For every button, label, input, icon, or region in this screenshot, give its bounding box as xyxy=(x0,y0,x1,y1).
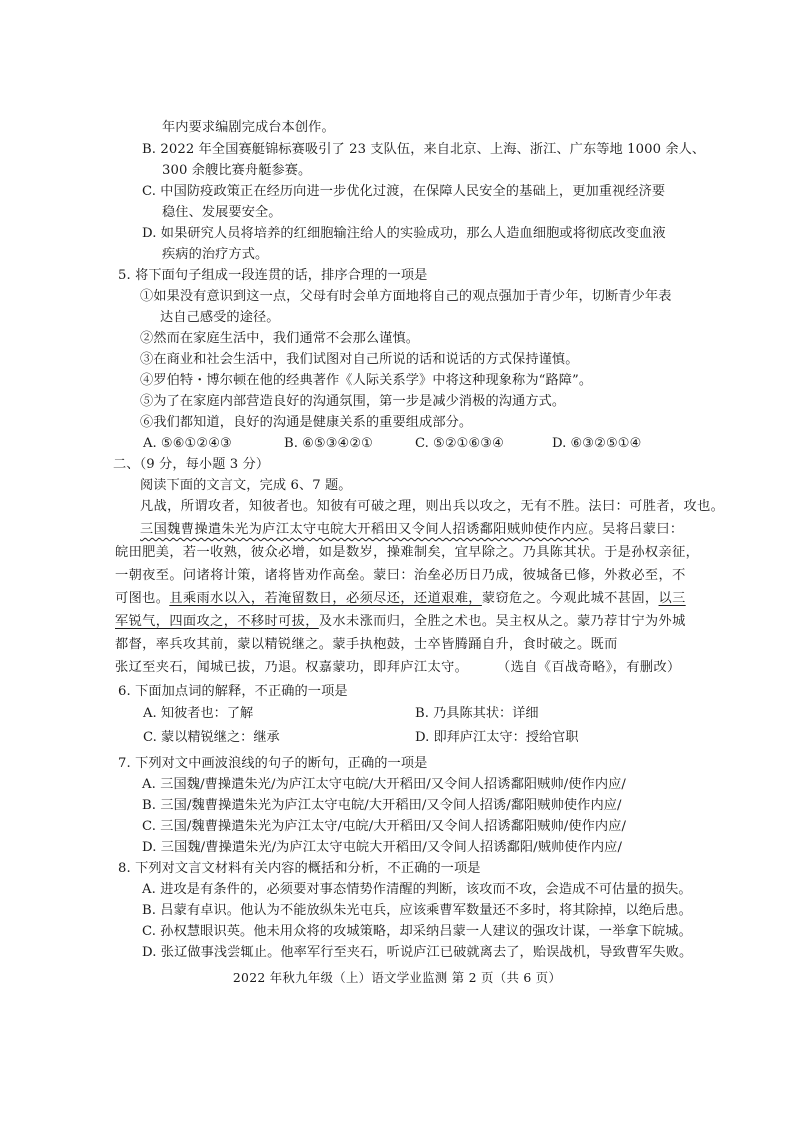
q6-stem: 6. 下面加点词的解释，不正确的一项是 xyxy=(118,684,348,699)
q7-option-a: A. 三国魏/曹操遣朱光/为庐江太守屯皖/大开稻田/又令间人招诱鄱阳贼帅/使作内应/ xyxy=(142,777,626,792)
q4-option-a-continuation: 年内要求编剧完成台本创作。 xyxy=(162,120,335,135)
section-instruction: 阅读下面的文言文，完成 6、7 题。 xyxy=(140,478,352,493)
q5-sentence-6: ⑥我们都知道，良好的沟通是健康关系的重要组成部分。 xyxy=(140,415,473,430)
q4-option-c-continuation: 稳住、发展要安全。 xyxy=(162,205,282,220)
q6-option-a: A. 知彼者也：了解 xyxy=(143,706,254,721)
q4-option-d-continuation: 疾病的治疗方式。 xyxy=(162,247,269,262)
q6-option-c: C. 蒙以精锐继之：继承 xyxy=(143,730,280,745)
q5-option-b: B. ⑥⑤③④②① xyxy=(284,436,374,451)
q6-option-b: B. 乃具陈其状：详细 xyxy=(415,706,539,721)
q7-option-b: B. 三国/魏曹操遣朱光为庐江太守屯皖/大开稻田/又令间人招诱/鄱阳贼帅使作内应/ xyxy=(142,798,622,813)
q5-sentence-3: ③在商业和社会生活中，我们试图对自己所说的话和说话的方式保持谨慎。 xyxy=(140,352,579,367)
q7-stem: 7. 下列对文中画波浪线的句子的断句，正确的一项是 xyxy=(118,756,428,771)
q8-option-c: C. 孙权慧眼识英。他未用众将的攻城策略，却采纳吕蒙一人建议的强攻计谋，一举拿下皖城。 xyxy=(142,924,692,939)
q5-stem: 5. 将下面句子组成一段连贯的话，排序合理的一项是 xyxy=(118,268,428,283)
q4-option-b: B. 2022 年全国赛艇锦标赛吸引了 23 支队伍，来自北京、上海、浙江、广东等地 1000 余人、 xyxy=(142,142,706,157)
passage-line-2: 皖田肥美，若一收熟，彼众必增，如是数岁，操难制矣，宜早除之。乃具陈其状。于是孙权亲征， xyxy=(115,545,700,560)
q8-option-a: A. 进攻是有条件的，必须要对事态情势作清醒的判断，该攻而不攻，会造成不可估量的损失。 xyxy=(142,882,692,897)
q4-option-d: D. 如果研究人员将培养的红细胞输注给人的实验成功，那么人造血细胞或将彻底改变血液 xyxy=(142,226,666,241)
underlined-sentence: 且乘雨水以入，若淹留数日，必须尽还，还道艰难， xyxy=(169,591,482,606)
q5-option-d: D. ⑥③②⑤①④ xyxy=(552,436,642,451)
passage-intro: 凡战，所谓攻者，知彼者也。知彼有可破之理，则出兵以攻之，无有不胜。法曰：可胜者，攻也。 xyxy=(140,499,725,514)
passage-line-4: 可图也。且乘雨水以入，若淹留数日，必须尽还，还道艰难，蒙窃危之。今观此城不甚固，以三 xyxy=(115,591,686,606)
page-footer: 2022 年秋九年级（上）语文学业监测 第 2 页（共 6 页） xyxy=(232,970,562,985)
q8-option-b: B. 吕蒙有卓识。他认为不能放纵朱光屯兵，应该乘曹军数量还不多时，将其除掉，以绝后患。 xyxy=(142,903,692,918)
q8-option-d: D. 张辽做事浅尝辄止。他率军行至夹石，听说庐江已破就离去了，贻误战机，导致曹军失败。 xyxy=(142,945,693,960)
q5-sentence-2: ②然而在家庭生活中，我们通常不会那么谨慎。 xyxy=(140,331,420,346)
passage-source: （选自《百战奇略》，有删改） xyxy=(497,660,681,675)
q5-sentence-5: ⑤为了在家庭内部营造良好的沟通氛围，第一步是减少消极的沟通方式。 xyxy=(140,394,566,409)
passage-line-6: 都督，率兵攻其前，蒙以精锐继之。蒙手执枹鼓，士卒皆腾踊自升，食时破之。既而 xyxy=(115,637,618,652)
q5-sentence-1-continuation: 达自己感受的途径。 xyxy=(160,310,280,325)
q4-option-c: C. 中国防疫政策正在经历向进一步优化过渡，在保障人民安全的基础上，更加重视经济要 xyxy=(142,184,666,199)
section-heading: 二、（9 分，每小题 3 分） xyxy=(113,457,270,472)
q7-option-d: D. 三国魏/曹操遣朱光/为庐江太守屯皖大开稻田/又令间人招诱鄱阳/贼帅使作内应/ xyxy=(142,840,622,855)
passage-line-5: 军锐气，四面攻之，不移时可拔，及水未涨而归，全胜之术也。吴主权从之。蒙乃荐甘宁为外城 xyxy=(115,614,686,629)
passage-line-1: 三国魏曹操遣朱光为庐江太守屯皖大开稻田又令间人招诱鄱阳贼帅使作内应。吴将吕蒙曰： xyxy=(140,522,684,537)
q5-option-c: C. ⑤②①⑥③④ xyxy=(415,436,504,451)
passage-line-7: 张辽至夹石，闻城已拔，乃退。权嘉蒙功，即拜庐江太守。 xyxy=(115,660,469,675)
q7-option-c: C. 三国/魏曹操遣朱光为庐江太守/屯皖/大开稻田/又令间人招诱鄱阳贼帅/使作内应/ xyxy=(142,819,627,834)
wavy-underlined-sentence: 三国魏曹操遣朱光为庐江太守屯皖大开稻田又令间人招诱鄱阳贼帅使作内应 xyxy=(140,522,589,537)
q4-option-b-continuation: 300 余艘比赛舟艇参赛。 xyxy=(162,163,312,178)
q5-option-a: A. ⑤⑥①②④③ xyxy=(143,436,232,451)
q5-sentence-4: ④罗伯特・博尔顿在他的经典著作《人际关系学》中将这种现象称为“路障”。 xyxy=(140,373,593,388)
passage-line-3: 一朝夜至。问诸将计策，诸将皆劝作高垒。蒙曰：治垒必历日乃成，彼城备已修，外救必至，不 xyxy=(115,568,686,583)
q5-sentence-1: ①如果没有意识到这一点，父母有时会单方面地将自己的观点强加于青少年，切断青少年表 xyxy=(140,289,672,304)
q6-option-d: D. 即拜庐江太守：授给官职 xyxy=(415,730,579,745)
underlined-sentence: 军锐气，四面攻之，不移时可拔， xyxy=(115,614,319,629)
underlined-sentence: 以三 xyxy=(658,591,686,606)
q8-stem: 8. 下列对文言文材料有关内容的概括和分析，不正确的一项是 xyxy=(118,861,481,876)
